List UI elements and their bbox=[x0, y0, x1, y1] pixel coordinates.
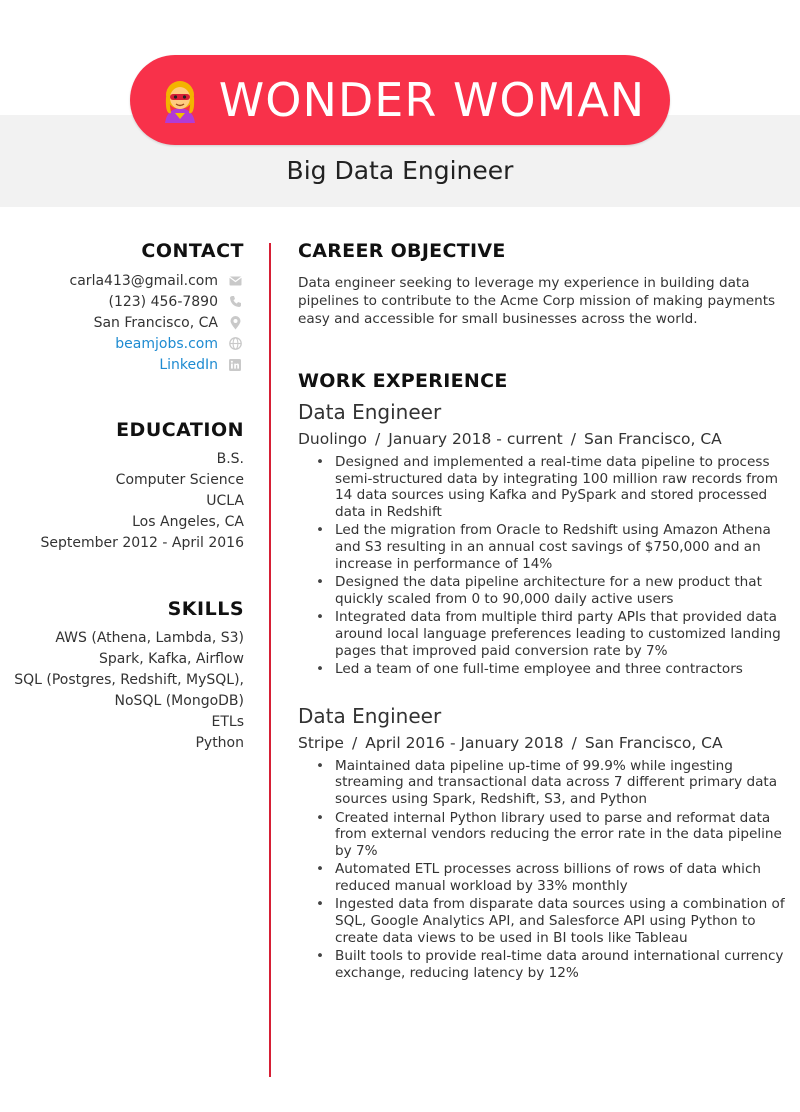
superhero-woman-icon bbox=[155, 75, 205, 125]
phone-icon bbox=[228, 295, 242, 309]
globe-icon bbox=[228, 337, 242, 351]
right-column bbox=[298, 240, 798, 983]
objective-heading: CAREER OBJECTIVE bbox=[298, 240, 506, 262]
job-title: Data Engineer bbox=[298, 703, 442, 728]
meta-separator: / bbox=[351, 733, 358, 752]
skills-heading: SKILLS bbox=[167, 598, 244, 620]
bullet-item: • Led a team of one full-time employee and three contractors bbox=[335, 661, 798, 678]
email-text[interactable]: carla413@gmail.com bbox=[69, 272, 218, 289]
contact-location bbox=[4, 312, 244, 333]
bullet-item: • Ingested data from disparate data sources using a combination of SQL, Google Analytics API, and Salesforce API using Python to create data views to be used in BI tools like Tableau bbox=[335, 896, 798, 946]
bullet-item: • Integrated data from multiple third party APIs that provided data around local language preferences leading to customized landing pages that improved paid conversion rate by 7% bbox=[335, 609, 798, 659]
job-entry bbox=[298, 400, 798, 678]
bullet-item: • Built tools to provide real-time data around international currency exchange, reducing latency by 12% bbox=[335, 948, 798, 981]
skill-item: Python bbox=[195, 735, 244, 751]
linkedin-icon bbox=[228, 358, 242, 372]
skill-item: SQL (Postgres, Redshift, MySQL), bbox=[14, 672, 244, 688]
linkedin-link[interactable]: LinkedIn bbox=[159, 356, 218, 373]
bullet-item: • Led the migration from Oracle to Redshift using Amazon Athena and S3 resulting in an annual cost savings of $750,000 and an increase in performance of 14% bbox=[335, 522, 798, 572]
meta-separator: / bbox=[570, 430, 576, 448]
job-location: San Francisco, CA bbox=[583, 430, 722, 448]
skill-item: NoSQL (MongoDB) bbox=[114, 693, 244, 709]
objective-text: Data engineer seeking to leverage my experience in building data pipelines to contribute to the Acme Corp mission of making payments easy and accessible for small businesses across the world. bbox=[298, 275, 776, 327]
contact-website bbox=[4, 333, 244, 354]
job-dates: January 2018 - current bbox=[388, 430, 563, 448]
job-bullets bbox=[298, 758, 798, 982]
company-name: Stripe bbox=[298, 733, 344, 752]
job-title: Data Engineer bbox=[298, 400, 442, 424]
job-entry bbox=[298, 704, 798, 982]
meta-separator: / bbox=[571, 733, 577, 752]
job-bullets bbox=[298, 454, 798, 678]
job-title: Big Data Engineer bbox=[286, 156, 514, 185]
skill-item: Spark, Kafka, Airflow bbox=[99, 651, 244, 667]
column-divider bbox=[269, 243, 271, 1077]
bullet-item: • Designed and implemented a real-time data pipeline to process semi-structured data by integrating 100 million raw records from 14 data sources using Kafka and PySpark and stored processed data in Redshift bbox=[335, 454, 798, 520]
left-column bbox=[4, 240, 244, 754]
bullet-item: • Automated ETL processes across billions of rows of data which reduced manual workload by 33% monthly bbox=[335, 861, 798, 894]
location-text: San Francisco, CA bbox=[93, 314, 218, 331]
name-banner bbox=[130, 55, 670, 145]
education-dates: September 2012 - April 2016 bbox=[40, 535, 244, 551]
contact-linkedin bbox=[4, 354, 244, 375]
education-heading: EDUCATION bbox=[116, 419, 244, 441]
bullet-item: • Designed the data pipeline architecture for a new product that quickly scaled from 0 to 90,000 daily active users bbox=[335, 574, 798, 607]
meta-separator: / bbox=[375, 430, 381, 448]
map-pin-icon bbox=[228, 316, 242, 330]
skill-item: AWS (Athena, Lambda, S3) bbox=[55, 630, 244, 646]
contact-list bbox=[4, 270, 244, 375]
bullet-item: • Maintained data pipeline up-time of 99.9% while ingesting streaming and transactional data across 7 different primary data sources using Spark, Redshift, S3, and Python bbox=[335, 758, 798, 808]
job-meta bbox=[298, 734, 798, 752]
education-block bbox=[4, 449, 244, 554]
phone-text: (123) 456-7890 bbox=[108, 293, 218, 310]
contact-email bbox=[4, 270, 244, 291]
job-meta bbox=[298, 430, 798, 448]
job-dates: April 2016 - January 2018 bbox=[365, 733, 564, 752]
education-major: Computer Science bbox=[115, 472, 244, 488]
education-location: Los Angeles, CA bbox=[132, 514, 244, 530]
skills-list bbox=[4, 628, 244, 754]
experience-heading: WORK EXPERIENCE bbox=[298, 370, 508, 392]
job-location: San Francisco, CA bbox=[584, 733, 723, 752]
envelope-icon bbox=[228, 274, 242, 288]
bullet-item: • Created internal Python library used to parse and reformat data from external vendors reducing the error rate in the data pipeline by 7% bbox=[335, 810, 798, 860]
skill-item: ETLs bbox=[211, 714, 244, 730]
education-school: UCLA bbox=[206, 493, 244, 509]
contact-heading: CONTACT bbox=[141, 240, 244, 262]
website-link[interactable]: beamjobs.com bbox=[115, 335, 218, 352]
contact-phone bbox=[4, 291, 244, 312]
company-name: Duolingo bbox=[298, 430, 368, 448]
candidate-name: WONDER WOMAN bbox=[218, 73, 646, 127]
education-degree: B.S. bbox=[216, 451, 244, 467]
